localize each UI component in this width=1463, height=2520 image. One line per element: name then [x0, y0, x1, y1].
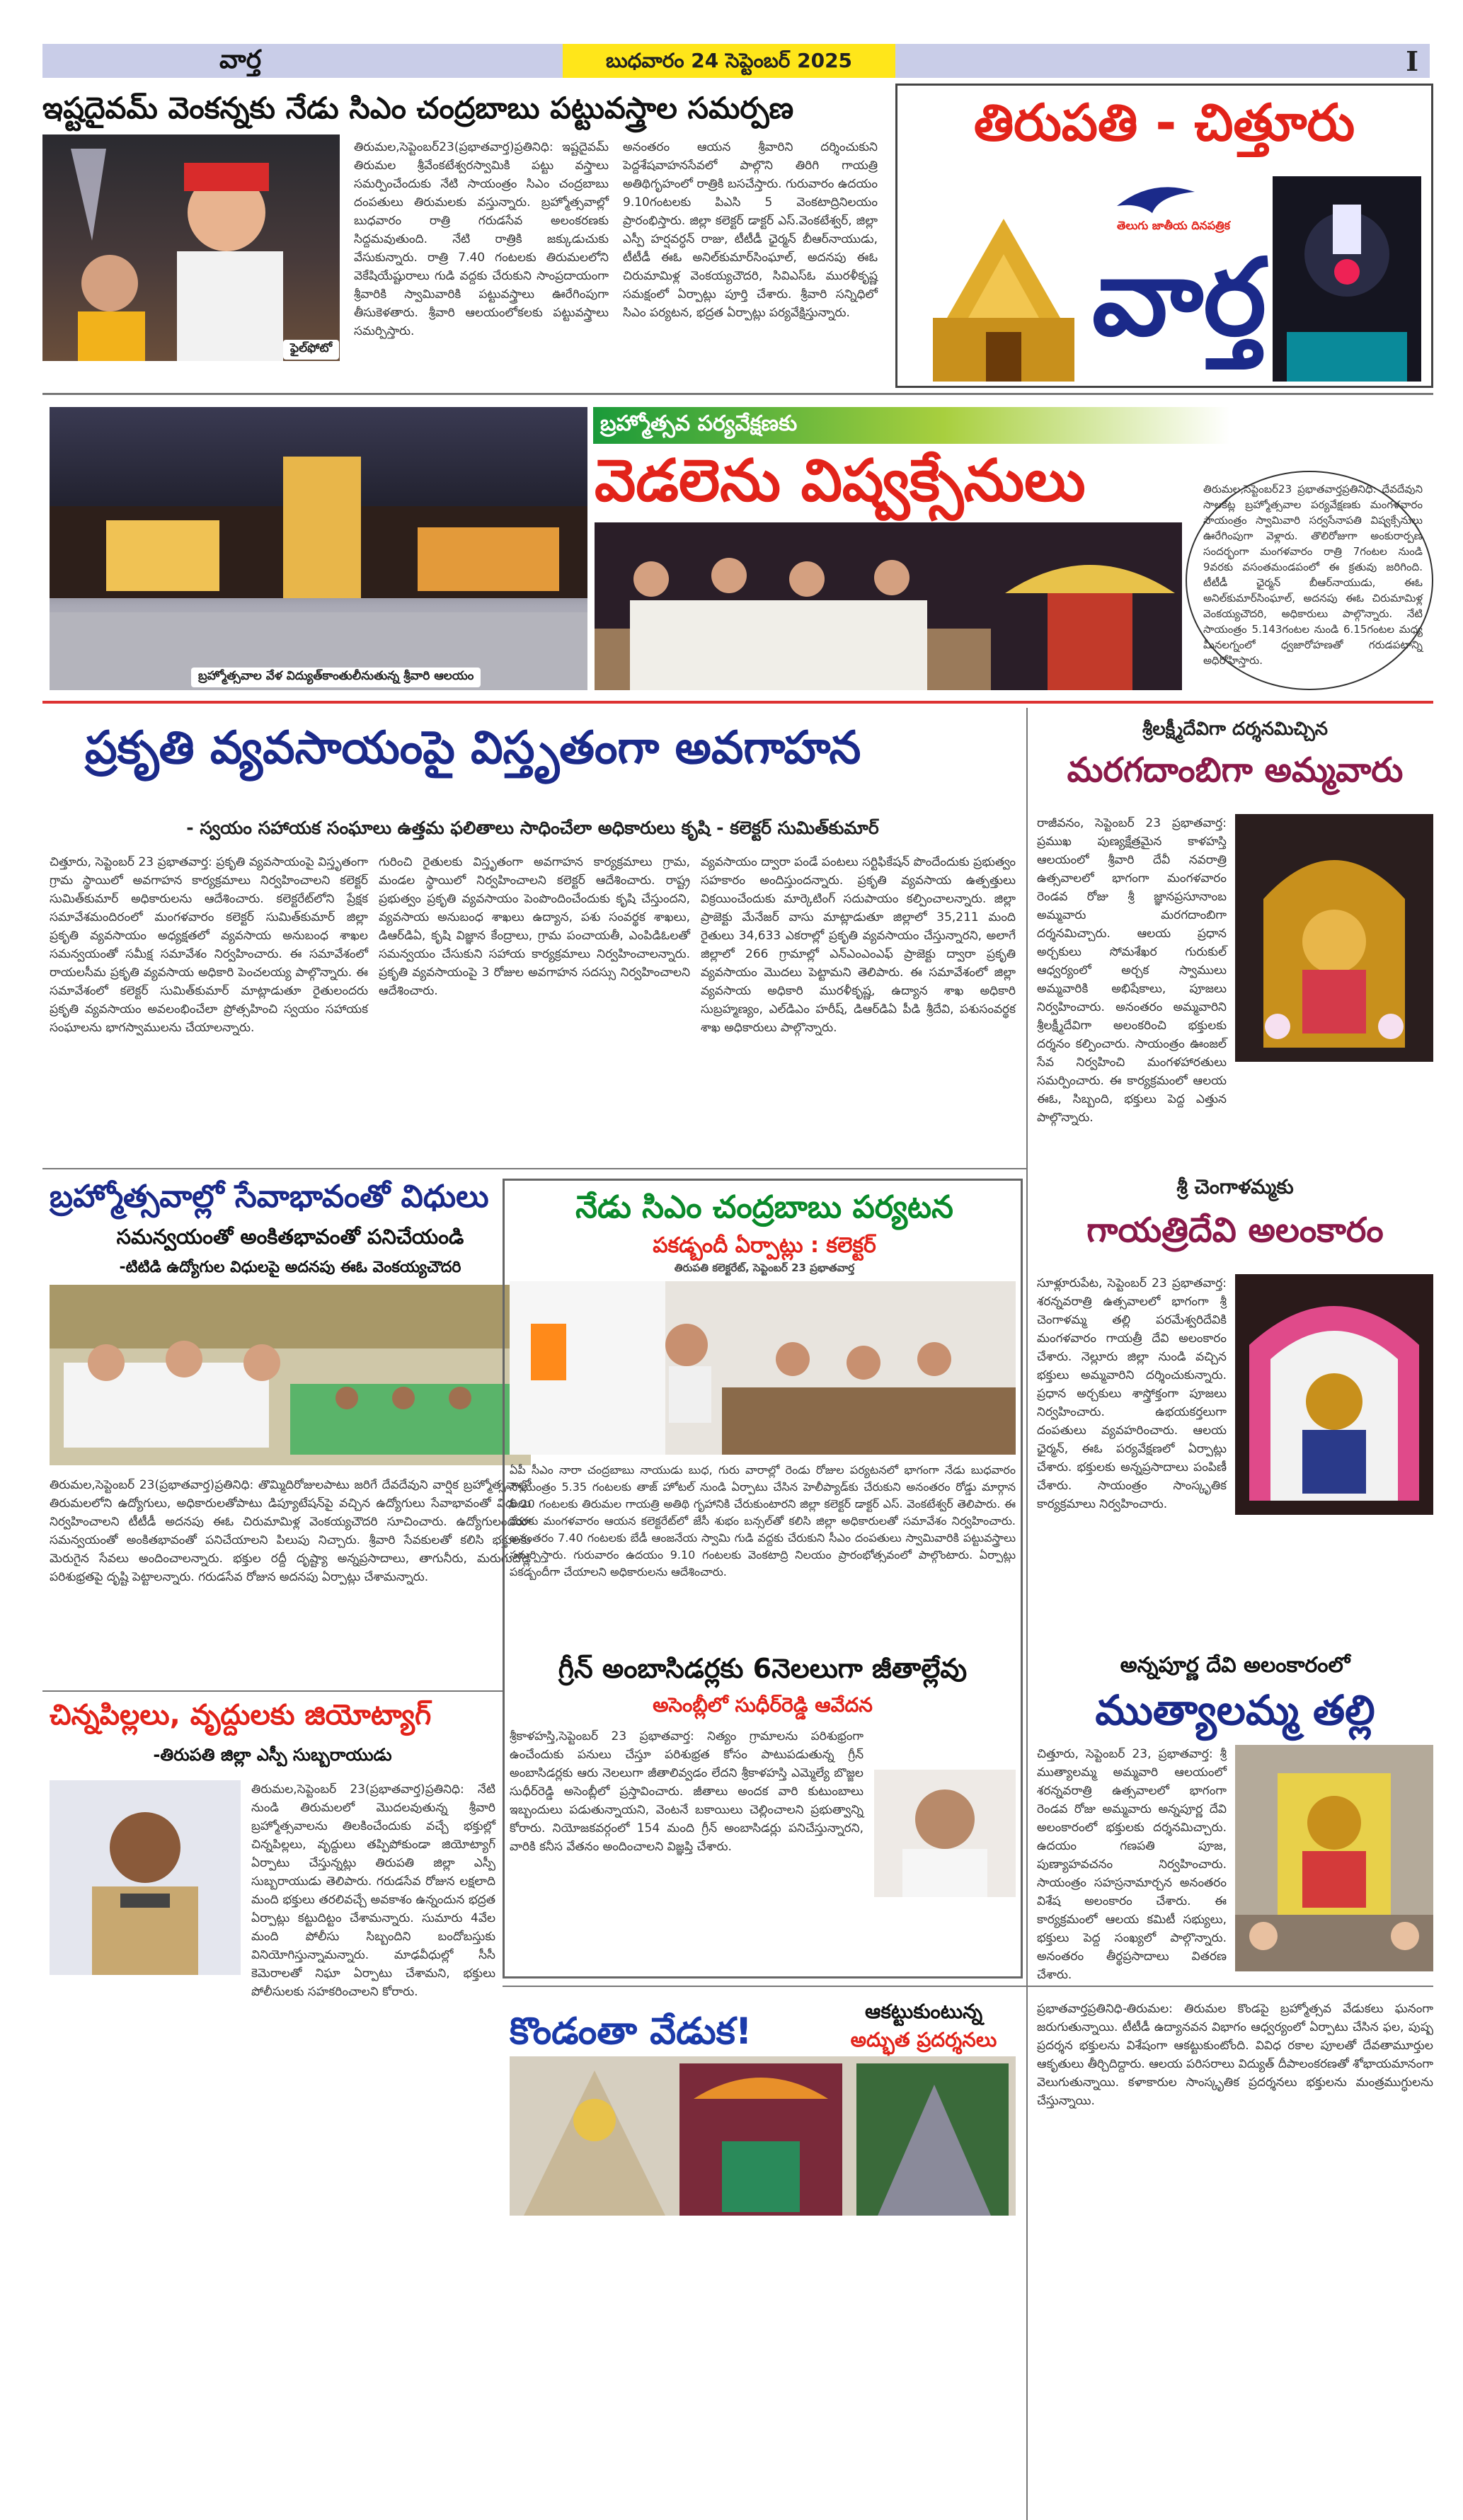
- story3-subhead: - స్వయం సహాయక సంఘాలు ఉత్తమ ఫలితాలు సాధించేలా అధికారులు కృషి - కలెక్టర్ సుమిత్‌కుమార్: [186, 818, 879, 838]
- story4-headline: మరగదాంబిగా అమ్మవారు: [1067, 750, 1404, 790]
- temple-gopuram-image: [919, 176, 1089, 382]
- story1-photo: [42, 134, 340, 361]
- story8-headline: చిన్నపిల్లలు, వృద్దులకు జియోట్యాగ్: [50, 1699, 432, 1731]
- story1-col2: అనంతరం ఆయన శ్రీవారిని దర్శించుకుని పెద్దశేషవాహనసేవలో పాల్గొని తిరిగి గాయత్రి అతిథిగృహంలో రాత్రికి బసచేస్తారు. గురువారం ఉదయం 9.10గంటలకు పిఎసి 5 వెంకటాద్రినిలయం ప్రారంభిస్తారు. జిల్లా కలెక్టర్ డాక్టర్ ఎస్.వెంకటేశ్వర్, జిల్లా ఎస్పీ హర్షవర్ధన్ రాజు, టీటీడీ ఛైర్మన్ బీఆర్‌నాయుడు, టీటీడీ ఈఓ అనిల్‌కుమార్‌సింఘాల్, అదనపు ఈఓ చిరుమామిళ్ల వెంకయ్యచౌదరి, సివిఎస్‌ఓ మురళీకృష్ణ సమక్షంలో ఏర్పాట్లు పూర్తి చేశారు. శ్రీవారి సన్నిధిలో సిఎం పర్యటన, భద్రత ఏర్పాట్లు పర్యవేక్షిస్తున్నారు.: [623, 140, 878, 320]
- regional-brand-box: [895, 84, 1433, 388]
- story5-byline: -టిటిడి ఉద్యోగుల విధులపై అదనపు ఈఓ వెంకయ్యచౌదరి: [119, 1259, 461, 1276]
- masthead-bar: [42, 44, 1430, 78]
- story7-body: శ్రీకాళహస్తి,సెప్టెంబర్ 23 ప్రభాతవార్త: నిత్యం గ్రామాలను పరిశుభ్రంగా ఉంచేందుకు పనులు చేస్తూ పరిశుభ్రత కోసం పాటుపడుతున్న గ్రీన్ అంబాసిడర్లకు ఆరు నెలలుగా జీతాలివ్వడం లేదని శ్రీకాళహస్తి ఎమ్మెల్యే బొజ్జల సుధీర్‌రెడ్డి అసెంబ్లీలో ప్రస్తావించారు. జీతాలు అందక వారి కుటుంబాలు ఇబ్బందులు పడుతున్నాయని, వెంటనే బకాయిలు చెల్లించాలని ప్రభుత్వాన్ని కోరారు. నియోజకవర్గంలో 154 మంది గ్రీన్ అంబాసిడర్లు పనిచేస్తున్నారని, వారికి కనీస వేతనం అందించాలని విజ్ఞప్తి చేశారు.: [510, 1729, 864, 1854]
- ttd-meeting-photo: [50, 1285, 531, 1465]
- brand-tagline: తెలుగు జాతీయ దినపత్రిక: [1117, 219, 1230, 232]
- chengalamma-photo: [1235, 1274, 1433, 1515]
- divider: [42, 1168, 1026, 1169]
- story9-headline: గాయత్రిదేవి అలంకారం: [1086, 1210, 1384, 1250]
- story5-subhead: సమన్వయంతో అంకితభావంతో పనిచేయండి: [116, 1225, 464, 1249]
- story2-headline: వెడలెను విష్వక్సేనులు: [595, 447, 1086, 515]
- deity-image: [1273, 176, 1421, 382]
- muthyalamma-photo: [1235, 1745, 1433, 1971]
- sp-photo: [50, 1780, 241, 1975]
- brand-logo: వార్త: [1091, 236, 1267, 360]
- divider: [503, 1986, 1433, 1987]
- story4-body: రాజీవనం, సెప్టెంబర్ 23 ప్రభాతవార్త: ప్రముఖ పుణ్యక్షేత్రమైన కాళహస్తి ఆలయంలో శ్రీవారి దేవీ నవరాత్రి ఉత్సవాలలో భాగంగా మంగళవారం రెండవ రోజు శ్రీ జ్ఞానప్రసూనాంబ అమ్మవారు మరగదాంబిగా దర్శనమిచ్చారు. ఆలయ ప్రధాన అర్చకులు సోమశేఖర గురుకుల్ ఆధ్వర్యంలో అర్చక స్వాములు అమ్మవారికి అభిషేకాలు, పూజలు నిర్వహించారు. అనంతరం అమ్మవారిని శ్రీలక్ష్మీదేవిగా అలంకరించి భక్తులకు దర్శనం కల్పించారు. సాయంత్రం ఊంజల్ సేవ నిర్వహించి మంగళహారతులు సమర్పించారు. ఈ కార్యక్రమంలో ఆలయ ఈఓ, సిబ్బంది, భక్తులు పెద్ద ఎత్తున పాల్గొన్నారు.: [1037, 816, 1227, 1125]
- story9-body: సూళ్లూరుపేట, సెప్టెంబర్ 23 ప్రభాతవార్త: శరన్నవరాత్రి ఉత్సవాలలో భాగంగా శ్రీ చెంగాళమ్మ తల్లి పరమేశ్వరిదేవికి మంగళవారం గాయత్రీ దేవి అలంకారం చేశారు. నెల్లూరు జిల్లా నుండి వచ్చిన భక్తులు అమ్మవారిని దర్శించుకున్నారు. ప్రధాన అర్చకులు శాస్త్రోక్తంగా పూజలు నిర్వహించారు. ఉభయకర్తలుగా దంపతులు వ్యవహరించారు. ఆలయ ఛైర్మన్, ఈఓ పర్యవేక్షణలో ఏర్పాట్లు చేశారు. భక్తులకు అన్నప్రసాదాలు పంపిణీ చేశారు. సాయంత్రం సాంస్కృతిక కార్యక్రమాలు నిర్వహించారు.: [1037, 1276, 1227, 1511]
- story4-kicker: శ్రీలక్ష్మీదేవిగా దర్శనమిచ్చిన: [1142, 718, 1329, 740]
- dove-icon: [1110, 178, 1202, 217]
- story6-body: ఏపీ సీఎం నారా చంద్రబాబు నాయుడు బుధ, గురు వారాల్లో రెండు రోజుల పర్యటనలో భాగంగా నేడు బుధవారం సాయంత్రం 5.35 గంటలకు తాజ్ హోటల్ నుండి ఏర్పాటు చేసిన హెలీప్యాడ్‌కు చేరుకుని అనంతరం రోడ్డు మార్గాన 6.20 గంటలకు తిరుమల గాయత్రి అతిథి గృహానికి చేరుకుంటారని జిల్లా కలెక్టర్ డాక్టర్ ఎస్. వెంకటేశ్వర్ తెలిపారు. ఈ మేరకు మంగళవారం ఆయన కలెక్టరేట్‌లో జేసీ శుభం బన్సల్‌తో కలిసి జిల్లా అధికారులతో సమావేశం నిర్వహించారు. అనంతరం 7.40 గంటలకు బేడీ ఆంజనేయ స్వామి గుడి వద్దకు చేరుకుని సీఎం దంపతులు స్వామివారికి పట్టువస్త్రాలు సమర్పిస్తారు. గురువారం ఉదయం 9.10 గంటలకు వెంకటాద్రి నిలయం ప్రారంభోత్సవంలో పాల్గొంటారు. ఏర్పాట్లు పకడ్బందీగా చేయాలని అధికారులను ఆదేశించారు.: [510, 1463, 1016, 1579]
- temple-illumination-photo: [50, 407, 587, 690]
- issue-date: బుధవారం 24 సెప్టెంబర్ 2025: [563, 44, 895, 78]
- cm-procession-image: [42, 134, 340, 361]
- page-number: I: [1406, 45, 1418, 77]
- story5-body: తిరుమల,సెప్టెంబర్ 23(ప్రభాతవార్త)ప్రతినిధి: తొమ్మిదిరోజులపాటు జరిగే దేవదేవుని వార్షిక బ్రహ్మోత్సవాల్లో తిరుమలలోని ఉద్యోగులు, అధికారులతోపాటు డిప్యూటేషన్‌పై వచ్చిన ఉద్యోగులు సేవాభావంతో విధులు నిర్వహించాలని టీటీడీ అదనపు ఈఓ చిరుమామిళ్ల వెంకయ్యచౌదరి సూచించారు. ఉద్యోగులందరూ సమన్వయంతో అంకితభావంతో పనిచేయాలని పిలుపు నిచ్చారు. శ్రీవారి సేవకులతో కలిసి భక్తులకు మెరుగైన సేవలు అందించాలన్నారు. భక్తుల రద్దీ దృష్ట్యా అన్నప్రసాదాలు, తాగునీరు, మరుగుదొడ్ల పరిశుభ్రతపై దృష్టి పెట్టాలన్నారు. గరుడసేవ రోజున అదనపు ఏర్పాట్లు చేశామన్నారు.: [50, 1478, 531, 1584]
- maragadambika-photo: [1235, 814, 1433, 1062]
- collector-meeting-photo: [510, 1281, 1016, 1455]
- story10-body: చిత్తూరు, సెప్టెంబర్ 23, ప్రభాతవార్త: శ్రీ ముత్యాలమ్మ అమ్మవారి ఆలయంలో శరన్నవరాత్రి ఉత్సవాలలో భాగంగా రెండవ రోజు అమ్మవారు అన్నపూర్ణ దేవి అలంకారంలో భక్తులకు దర్శనమిచ్చారు. ఉదయం గణపతి పూజ, పుణ్యాహవచనం నిర్వహించారు. సాయంత్రం సహస్రనామార్చన అనంతరం విశేష అలంకారం చేశారు. ఈ కార్యక్రమంలో ఆలయ కమిటీ సభ్యులు, భక్తులు పెద్ద సంఖ్యలో పాల్గొన్నారు. అనంతరం తీర్థప్రసాదాలు వితరణ చేశారు.: [1037, 1747, 1227, 1982]
- story3-col1: చిత్తూరు, సెప్టెంబర్ 23 ప్రభాతవార్త: ప్రకృతి వ్యవసాయంపై విస్తృతంగా గ్రామ స్థాయిలో అవగాహన కార్యక్రమాలు నిర్వహించాలని కలెక్టర్ సుమిత్‌కుమార్ అధికారులను ఆదేశించారు. కలెక్టరేట్‌లోని ప్రేక్షక సమావేశమందిరంలో మంగళవారం కలెక్టర్ సుమిత్‌కుమార్ జిల్లా ప్రకృతి వ్యవసాయం అధ్యక్షతలో వ్యవసాయ అనుబంధ శాఖల సమన్వయంతో సమీక్ష సమావేశం నిర్వహించారు. ఈ సమావేశంలో రాయలసీమ ప్రకృతి వ్యవసాయ అధికారి పెంచలయ్య పాల్గొన్నారు. ఈ సమావేశంలో కలెక్టర్ సుమిత్‌కుమార్ మాట్లాడుతూ రైతులందరు ప్రకృతి వ్యవసాయం అవలంభించేలా ప్రోత్సహించి స్వయం సహాయక సంఘాలను భాగస్వాములను చేయాలన్నారు.: [50, 855, 368, 1035]
- story10-headline: ముత్యాలమ్మ తల్లి: [1095, 1686, 1375, 1734]
- story6-subhead: పకడ్బందీ ఏర్పాట్లు : కలెక్టర్: [653, 1233, 876, 1258]
- story11-kicker: ఆకట్టుకుంటున్న: [864, 2000, 983, 2023]
- divider: [42, 393, 1433, 395]
- temple-photo-caption: బ్రహ్మోత్సవాల వేళ విద్యుత్‌కాంతులీనుతున్న శ్రీవారి ఆలయం: [191, 668, 481, 687]
- divider: [42, 1690, 503, 1692]
- story7-subhead: అసెంబ్లీలో సుధీర్‌రెడ్డి ఆవేదన: [653, 1693, 873, 1717]
- story11-body: ప్రభాతవార్తప్రతినిధి-తిరుమల: తిరుమల కొండపై బ్రహ్మోత్సవ వేడుకలు ఘనంగా జరుగుతున్నాయి. టీటీడీ ఉద్యానవన విభాగం ఆధ్వర్యంలో ఏర్పాటు చేసిన ఫల, పుష్ప ప్రదర్శన భక్తులను విశేషంగా ఆకట్టుకుంటోంది. వివిధ రకాల పూలతో దేవతామూర్తుల ఆకృతులు తీర్చిదిద్దారు. ఆలయ పరిసరాలు విద్యుత్ దీపాలంకరణతో శోభాయమానంగా వెలుగుతున్నాయి. కళాకారుల సాంస్కృతిక ప్రదర్శనలు భక్తులను మంత్రముగ్ధులను చేస్తున్నాయి.: [1037, 2002, 1433, 2108]
- mini-logo: వార్త: [219, 45, 262, 74]
- story8-body: తిరుమల,సెప్టెంబర్ 23(ప్రభాతవార్త)ప్రతినిధి: నేటి నుండి తిరుమలలో మొదలవుతున్న శ్రీవారి బ్రహ్మోత్సవాలను తిలకించేందుకు వచ్చే భక్తుల్లో చిన్నపిల్లలు, వృద్దులు తప్పిపోకుండా జియోట్యాగ్ ఏర్పాటు చేస్తున్నట్లు తిరుపతి జిల్లా ఎస్పీ సుబ్బరాయుడు తెలిపారు. గరుడసేవ రోజున లక్షలాది మంది భక్తులు తరలివచ్చే అవకాశం ఉన్నందున భద్రత ఏర్పాట్లు కట్టుదిట్టం చేశామన్నారు. సుమారు 4వేల మంది పోలీసు సిబ్బందిని బందోబస్తుకు వినియోగిస్తున్నామన్నారు. మాఢవీధుల్లో సీసీ కెమెరాలతో నిఘా ఏర్పాటు చేశామని, భక్తులు పోలీసులకు సహకరించాలని కోరారు.: [251, 1782, 495, 1999]
- story6-dateline: తిరుపతి కలెక్టరేట్, సెప్టెంబర్ 23 ప్రభాతవార్త: [674, 1261, 855, 1274]
- story3-headline: ప్రకృతి వ్యవసాయంపై విస్తృతంగా అవగాహన: [85, 722, 861, 774]
- story2-kicker: బ్రహ్మోత్సవ పర్యవేక్షణకు: [600, 411, 798, 436]
- story1-col1: తిరుమల,సెప్టెంబర్23(ప్రభాతవార్త)ప్రతినిధి: ఇష్టదైవమ్ తిరుమల శ్రీవేంకటేశ్వరస్వామికి పట్టు వస్త్రాలు సమర్పించేందుకు నేటి సాయంత్రం సిఎం చంద్రబాబు దంపతులు తిరుమలకు వస్తున్నారు. బ్రహ్మోత్సవాల్లో బుధవారం రాత్రి గరుడసేవ అలంకరణకు సిద్దమవుతుంది. నేటి రాత్రికి జక్కుడుచుకు వేసుకున్నారు. రాత్రి 7.40 గంటలకు తిరుమలలోని వెకేషియేష్టురాలు గుడి వద్దకు చేరుకుని సాంప్రదాయంగా శ్రీవారికి స్వామివారికి పట్టువస్త్రాలు ఊరేగింపుగా తీసుకెళతారు. శ్రీవారి ఆలయంలోకలకు పట్టువస్త్రాలు సమర్పిస్తారు.: [354, 140, 609, 338]
- story1-headline: ఇష్టదైవమ్ వెంకన్నకు నేడు సిఎం చంద్రబాబు పట్టువస్త్రాల సమర్పణ: [42, 91, 794, 125]
- mla-photo: [874, 1770, 1016, 1897]
- story9-kicker: శ్రీ చెంగాళమ్మకు: [1176, 1175, 1294, 1198]
- story11-headline: కొండంతా వేడుక!: [510, 2010, 752, 2053]
- story8-byline: -తిరుపతి జిల్లా ఎస్పీ సుబ్బరాయుడు: [153, 1745, 392, 1765]
- story6-headline: నేడు సిఎం చంద్రబాబు పర్యటన: [575, 1189, 953, 1225]
- story7-headline: గ్రీన్ అంబాసిడర్లకు 6నెలలుగా జీతాల్లేవు: [558, 1653, 968, 1684]
- photo-caption: ఫైల్‌ఫోటో: [283, 340, 339, 360]
- column-divider: [1026, 708, 1028, 2520]
- story3-col2: గురించి రైతులకు విస్తృతంగా అవగాహన కార్యక్రమాలు గ్రామ, మండల స్థాయిలో నిర్వహించాలని కలెక్టర్ ఆదేశించారు. రాష్ట్ర ప్రభుత్వం ప్రకృతి వ్యవసాయం పెంపొందించేందుకు కృషి చేస్తుందని, వ్యవసాయ అనుబంధ శాఖలు ఉద్యాన, పశు సంవర్థక శాఖలు, డిఆర్‌డిఏ, కృషి విజ్ఞాన కేంద్రాలు, గ్రామ పంచాయతీ, ఎంపిడిఓలతో సమన్వయం చేసుకుని సహాయ కార్యక్రమాలు నిర్వహించాలన్నారు. ప్రకృతి వ్యవసాయంపై 3 రోజుల అవగాహన సదస్సు నిర్వహించాలని ఆదేశించారు.: [379, 855, 690, 998]
- story5-headline: బ్రహ్మోత్సవాల్లో సేవాభావంతో విధులు: [50, 1179, 489, 1215]
- story3-col3: వ్యవసాయం ద్వారా పండే పంటలు సర్టిఫికేషన్ పొందేందుకు ప్రభుత్వం సహకారం అందిస్తుందన్నారు. ప్రకృతి వ్యవసాయ ఉత్పత్తులు విక్రయించేందుకు మార్కెటింగ్ సదుపాయం కల్పించాలన్నారు. జిల్లా ప్రాజెక్టు మేనేజర్ వాసు మాట్లాడుతూ జిల్లాలో 35,211 మంది రైతులు 34,633 ఎకరాల్లో ప్రకృతి వ్యవసాయం చేస్తున్నారని, అలాగే జిల్లాలో 266 గ్రామాల్లో ఎన్‌ఎంఎంఎఫ్ ప్రాజెక్టు ద్వారా ప్రకృతి వ్యవసాయం మొదలు పెట్టామని తెలిపారు. ఈ సమావేశంలో జిల్లా వ్యవసాయ అధికారి మురళీకృష్ణ, ఉద్యాన శాఖ అధికారి సుబ్రహ్మణ్యం, ఎల్‌డిఎం హరీష్, డిఆర్‌డిఏ పీడి శ్రీదేవి, పశుసంవర్థక శాఖ అధికారులు పాల్గొన్నారు.: [701, 855, 1016, 1035]
- story10-kicker: అన్నపూర్ణ దేవి అలంకారంలో: [1120, 1653, 1350, 1678]
- kicker-band: [593, 407, 1230, 444]
- story11-subhead: అద్భుత ప్రదర్శనలు: [850, 2028, 997, 2051]
- divider: [42, 701, 1433, 704]
- flower-show-photos: [510, 2056, 1016, 2216]
- region-title: తిరుపతి - చిత్తూరు: [973, 93, 1355, 152]
- story2-body: తిరుమల,సెప్టెంబర్23 ప్రభాతవార్తప్రతినిధి: దేవదేవుని సాలకట్ల బ్రహ్మోత్సవాల పర్యవేక్షణకు మంగళవారం సాయంత్రం స్వామివారి సర్వసేనాపతి విష్వక్సేనులు ఊరేగింపుగా వెళ్లారు. తొలిరోజుగా అంకురార్పణ సందర్భంగా మంగళవారం రాత్రి 7గంటల నుండి 9వరకు వసంతమండపంలో ఈ క్రతువు జరిగింది. టీటీడీ ఛైర్మన్ బీఆర్‌నాయుడు, ఈఓ అనిల్‌కుమార్‌సింఘాల్, అదనపు ఈఓ చిరుమామిళ్ల వెంకయ్యచౌదరి, అధికారులు పాల్గొన్నారు. నేటి సాయంత్రం 5.143గంటల నుండి 6.15గంటల మధ్య మీనలగ్నంలో ధ్వజారోహణతో గరుడపటాన్ని అధిరోహిస్తారు.: [1203, 483, 1423, 667]
- vishvaksena-procession-photo: [595, 522, 1182, 690]
